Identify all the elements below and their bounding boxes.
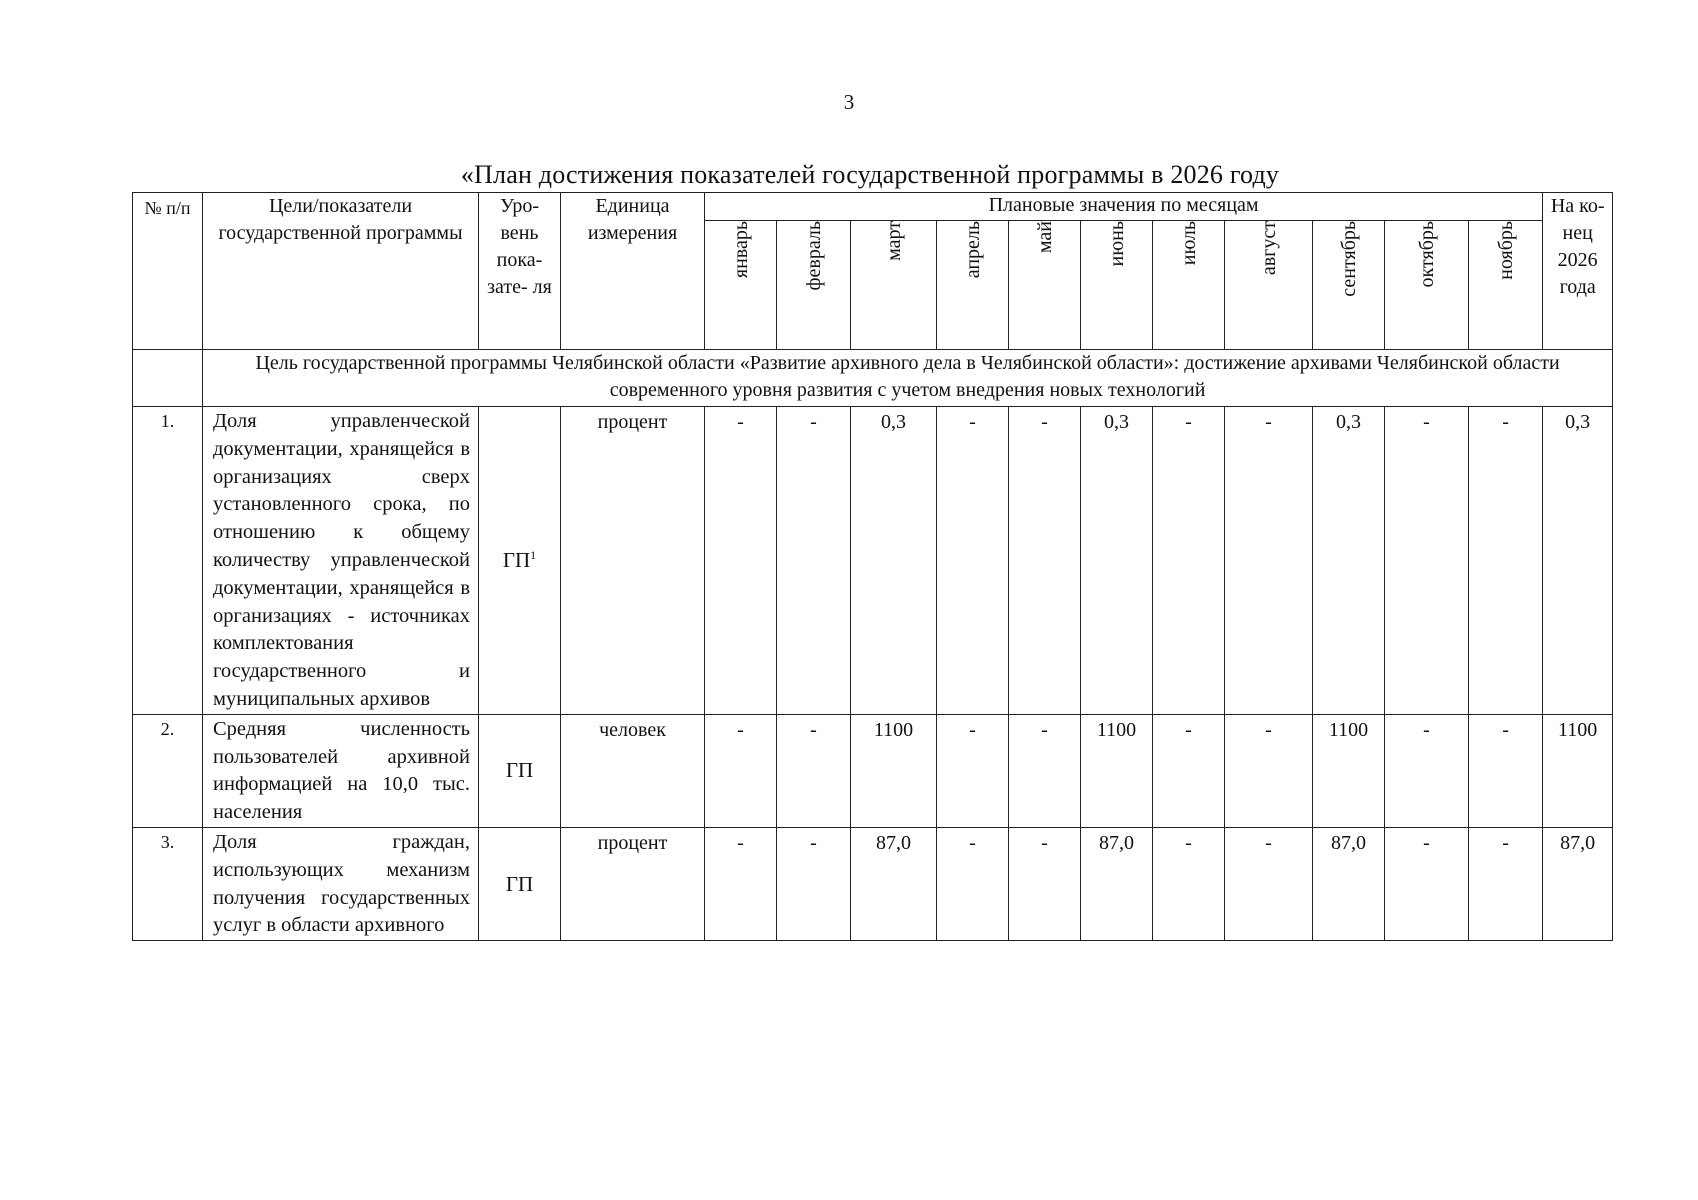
header-month-1 <box>777 221 851 350</box>
month-value: - <box>937 827 1009 940</box>
month-value: - <box>1009 407 1081 715</box>
month-value: - <box>705 407 777 715</box>
month-label: июнь <box>1105 221 1128 267</box>
header-unit: Единица измерения <box>561 193 705 350</box>
month-value: 87,0 <box>851 827 937 940</box>
header-level: Уро- вень пока- зате- ля <box>479 193 561 350</box>
table-row <box>133 827 1613 940</box>
goal-empty-cell <box>133 350 203 407</box>
footnote-mark: 1 <box>530 547 537 562</box>
row-number: 1. <box>133 407 203 715</box>
indicator-name: Средняя численность пользователей архивной информацией на 10,0 тыс. населения <box>203 714 479 827</box>
month-label: май <box>1033 221 1056 254</box>
header-month-3 <box>937 221 1009 350</box>
header-month-4 <box>1009 221 1081 350</box>
month-value: - <box>1385 407 1469 715</box>
month-value: - <box>1225 407 1313 715</box>
month-value: - <box>777 827 851 940</box>
indicator-unit: человек <box>561 714 705 827</box>
plan-table <box>132 192 1613 941</box>
level-text: ГП <box>505 871 534 896</box>
header-month-10 <box>1469 221 1543 350</box>
indicator-unit: процент <box>561 407 705 715</box>
header-month-9 <box>1385 221 1469 350</box>
header-goals: Цели/показатели государственной программы <box>203 193 479 350</box>
month-value: 87,0 <box>1313 827 1385 940</box>
header-planned-values: Плановые значения по месяцам <box>705 193 1543 221</box>
month-label: октябрь <box>1415 221 1438 288</box>
month-value: - <box>1469 714 1543 827</box>
month-value: - <box>1385 827 1469 940</box>
page-number: 3 <box>843 90 855 114</box>
month-value: - <box>1469 827 1543 940</box>
month-value: 0,3 <box>1081 407 1153 715</box>
indicator-name: Доля граждан, использующих механизм получения государственных услуг в области архивного <box>203 827 479 940</box>
month-label: август <box>1257 221 1280 276</box>
month-value: - <box>1225 827 1313 940</box>
month-value: - <box>937 407 1009 715</box>
header-month-0 <box>705 221 777 350</box>
month-label: январь <box>729 221 752 279</box>
month-value: 0,3 <box>1313 407 1385 715</box>
row-number: 3. <box>133 827 203 940</box>
table-row <box>133 714 1613 827</box>
header-month-6 <box>1153 221 1225 350</box>
month-value: - <box>1153 827 1225 940</box>
level-text: ГП <box>505 758 534 783</box>
header-month-7 <box>1225 221 1313 350</box>
header-month-5 <box>1081 221 1153 350</box>
indicator-level <box>479 407 561 715</box>
table-row <box>133 407 1613 715</box>
month-value: 0,3 <box>851 407 937 715</box>
month-value: - <box>1225 714 1313 827</box>
month-label: март <box>882 221 905 261</box>
month-value: - <box>937 714 1009 827</box>
header-end-of-year: На ко- нец 2026 года <box>1543 193 1613 350</box>
indicator-name: Доля управленческой документации, хранящейся в организациях сверх установленного срока, по отношению к общему количеству управленческой документации, хранящейся в организациях - источниках комплектования государственного и муниципальных архивов <box>203 407 479 715</box>
indicator-unit: процент <box>561 827 705 940</box>
month-value: - <box>705 827 777 940</box>
goal-text: Цель государственной программы Челябинской области «Развитие архивного дела в Челябинской области»: достижение архивами Челябинской области современного уровня развития с учетом внедрения новых технологий <box>203 350 1613 407</box>
month-value: 1100 <box>1313 714 1385 827</box>
month-label: апрель <box>961 221 984 279</box>
indicator-level <box>479 827 561 940</box>
month-value: - <box>1009 714 1081 827</box>
end-of-year-value: 0,3 <box>1543 407 1613 715</box>
header-month-2 <box>851 221 937 350</box>
month-label: февраль <box>802 221 825 291</box>
month-value: - <box>705 714 777 827</box>
end-of-year-value: 1100 <box>1543 714 1613 827</box>
month-label: июль <box>1177 221 1200 266</box>
month-value: 87,0 <box>1081 827 1153 940</box>
month-value: - <box>1153 407 1225 715</box>
month-value: 1100 <box>1081 714 1153 827</box>
month-value: - <box>1009 827 1081 940</box>
month-value: - <box>777 407 851 715</box>
header-month-8 <box>1313 221 1385 350</box>
month-value: - <box>1385 714 1469 827</box>
document-title: «План достижения показателей государственной программы в 2026 году <box>460 160 1280 189</box>
month-value: - <box>1469 407 1543 715</box>
indicator-level <box>479 714 561 827</box>
month-value: - <box>1153 714 1225 827</box>
end-of-year-value: 87,0 <box>1543 827 1613 940</box>
level-text: ГП <box>502 547 531 572</box>
month-value: - <box>777 714 851 827</box>
month-label: сентябрь <box>1337 221 1360 297</box>
header-num: № п/п <box>133 193 203 350</box>
month-label: ноябрь <box>1494 221 1517 280</box>
row-number: 2. <box>133 714 203 827</box>
month-value: 1100 <box>851 714 937 827</box>
